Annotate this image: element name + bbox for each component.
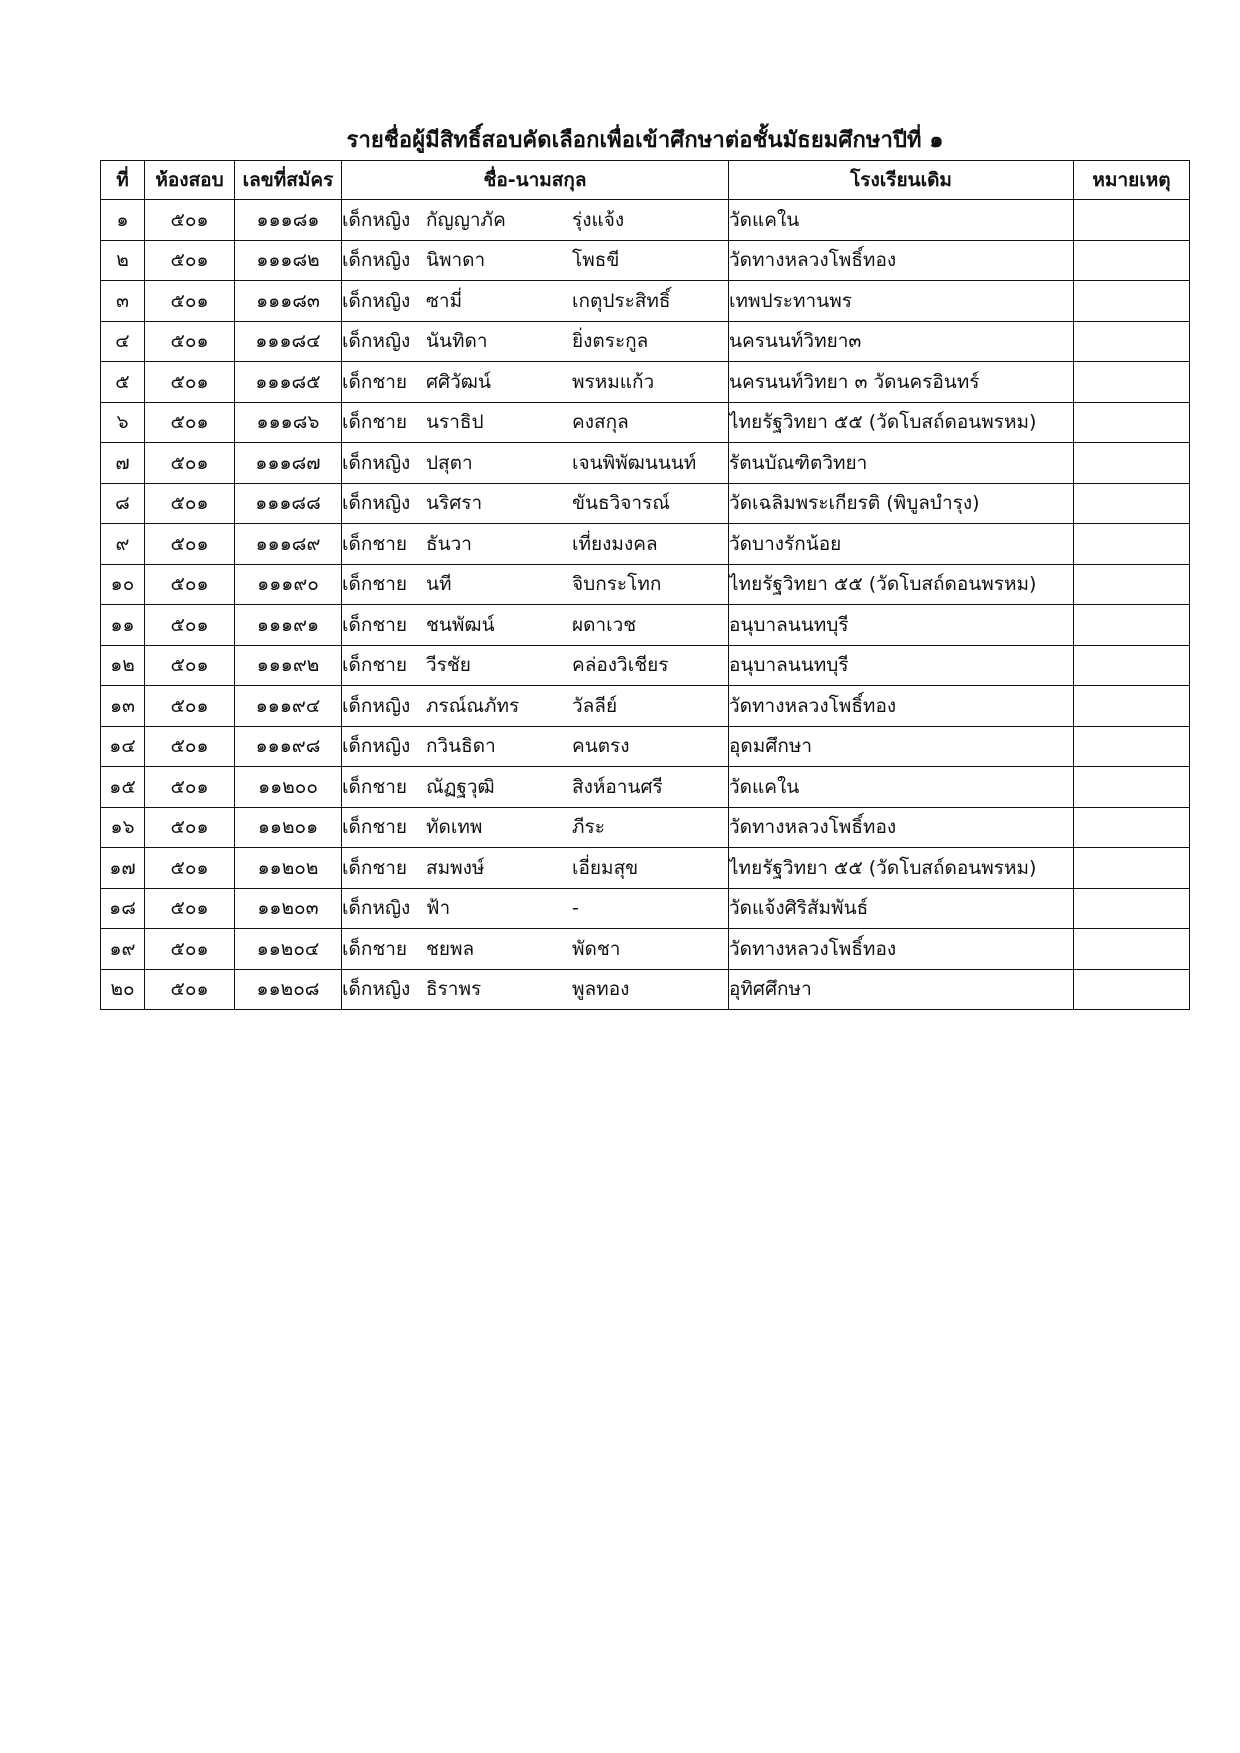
full-name [342,605,729,646]
remark [1074,483,1190,524]
name-last: ขันธวิจารณ์ [572,492,670,515]
row-number: ๑๖ [101,807,145,848]
application-number: ๑๑๑๘๑ [235,200,342,241]
exam-room: ๕๐๑ [145,564,235,605]
full-name [342,564,729,605]
name-first: กัญญาภัค [426,208,506,231]
previous-school: อนุบาลนนทบุรี [729,605,1074,646]
document-title: รายชื่อผู้มีสิทธิ์สอบคัดเลือกเพื่อเข้าศึกษาต่อชั้นมัธยมศึกษาปีที่ ๑ [346,128,944,153]
table-row [101,240,1190,281]
remark [1074,848,1190,889]
name-prefix: เด็กหญิง [342,978,411,1001]
full-name [342,483,729,524]
remark [1074,686,1190,727]
remark [1074,281,1190,322]
application-number: ๑๑๑๘๗ [235,443,342,484]
row-number: ๑๔ [101,726,145,767]
name-prefix: เด็กหญิง [342,249,411,272]
name-prefix: เด็กชาย [342,411,408,434]
full-name [342,362,729,403]
application-number: ๑๑๒๐๒ [235,848,342,889]
application-number: ๑๑๑๘๖ [235,402,342,443]
row-number: ๒๐ [101,969,145,1010]
row-number: ๑๒ [101,645,145,686]
previous-school: วัดเฉลิมพระเกียรติ (พิบูลบำรุง) [729,483,1074,524]
remark [1074,605,1190,646]
exam-room: ๕๐๑ [145,240,235,281]
previous-school: วัดทางหลวงโพธิ์ทอง [729,807,1074,848]
exam-room: ๕๐๑ [145,807,235,848]
full-name [342,969,729,1010]
application-number: ๑๑๑๘๙ [235,524,342,565]
table-row [101,686,1190,727]
exam-room: ๕๐๑ [145,848,235,889]
application-number: ๑๑๒๐๔ [235,929,342,970]
name-prefix: เด็กหญิง [342,897,411,920]
exam-room: ๕๐๑ [145,605,235,646]
exam-room: ๕๐๑ [145,929,235,970]
header-room: ห้องสอบ [145,161,235,200]
full-name [342,888,729,929]
name-last: เที่ยงมงคล [572,532,658,555]
name-first: นที [426,573,452,596]
name-last: - [572,897,579,920]
exam-room: ๕๐๑ [145,483,235,524]
remark [1074,524,1190,565]
name-first: สมพงษ์ [426,856,485,879]
row-number: ๑๑ [101,605,145,646]
row-number: ๗ [101,443,145,484]
remark [1074,929,1190,970]
row-number: ๑๗ [101,848,145,889]
name-prefix: เด็กหญิง [342,492,411,515]
full-name [342,524,729,565]
name-last: โพธขี [572,249,620,272]
table-row [101,483,1190,524]
application-number: ๑๑๑๙๐ [235,564,342,605]
exam-room: ๕๐๑ [145,362,235,403]
row-number: ๕ [101,362,145,403]
name-first: ฟ้า [426,897,451,920]
application-number: ๑๑๒๐๓ [235,888,342,929]
application-number: ๑๑๑๙๔ [235,686,342,727]
previous-school: นครนนท์วิทยา ๓ วัดนครอินทร์ [729,362,1074,403]
name-prefix: เด็กชาย [342,370,408,393]
full-name [342,321,729,362]
exam-room: ๕๐๑ [145,281,235,322]
full-name [342,645,729,686]
name-prefix: เด็กชาย [342,775,408,798]
full-name [342,929,729,970]
table-row [101,200,1190,241]
application-number: ๑๑๑๘๕ [235,362,342,403]
row-number: ๙ [101,524,145,565]
remark [1074,321,1190,362]
remark [1074,888,1190,929]
previous-school: วัดทางหลวงโพธิ์ทอง [729,686,1074,727]
exam-room: ๕๐๑ [145,443,235,484]
full-name [342,767,729,808]
application-number: ๑๑๑๘๓ [235,281,342,322]
name-first: ชนพัฒน์ [426,613,495,636]
remark [1074,767,1190,808]
previous-school: นครนนท์วิทยา๓ [729,321,1074,362]
application-number: ๑๑๑๘๔ [235,321,342,362]
remark [1074,564,1190,605]
remark [1074,362,1190,403]
table-row [101,564,1190,605]
name-last: ผดาเวช [572,613,637,636]
name-first: ธันวา [426,532,472,555]
name-prefix: เด็กหญิง [342,694,411,717]
name-last: ยิ่งตระกูล [572,330,649,353]
row-number: ๑๕ [101,767,145,808]
name-prefix: เด็กชาย [342,532,408,555]
table-row [101,767,1190,808]
name-prefix: เด็กชาย [342,654,408,677]
previous-school: วัดทางหลวงโพธิ์ทอง [729,240,1074,281]
application-number: ๑๑๒๐๑ [235,807,342,848]
exam-room: ๕๐๑ [145,888,235,929]
exam-room: ๕๐๑ [145,524,235,565]
previous-school: ไทยรัฐวิทยา ๕๕ (วัดโบสถ์ดอนพรหม) [729,402,1074,443]
header-name: ชื่อ-นามสกุล [342,161,729,200]
header-school: โรงเรียนเดิม [729,161,1074,200]
full-name [342,281,729,322]
table-row [101,281,1190,322]
exam-room: ๕๐๑ [145,767,235,808]
exam-room: ๕๐๑ [145,645,235,686]
name-last: พรหมแก้ว [572,370,655,393]
name-prefix: เด็กชาย [342,856,408,879]
remark [1074,402,1190,443]
candidate-table [100,160,1190,1010]
application-number: ๑๑๑๘๒ [235,240,342,281]
name-last: คนตรง [572,735,630,758]
name-prefix: เด็กหญิง [342,451,411,474]
full-name [342,686,729,727]
name-first: ทัดเทพ [426,816,483,839]
full-name [342,200,729,241]
name-first: กวินธิดา [426,735,496,758]
previous-school: อุทิศศึกษา [729,969,1074,1010]
full-name [342,402,729,443]
remark [1074,443,1190,484]
exam-room: ๕๐๑ [145,726,235,767]
row-number: ๒ [101,240,145,281]
name-prefix: เด็กหญิง [342,208,411,231]
name-prefix: เด็กชาย [342,816,408,839]
application-number: ๑๑๑๙๘ [235,726,342,767]
table-row [101,402,1190,443]
name-last: คงสกุล [572,411,629,434]
previous-school: วัดแคใน [729,200,1074,241]
previous-school: ไทยรัฐวิทยา ๕๕ (วัดโบสถ์ดอนพรหม) [729,848,1074,889]
name-first: ภรณ์ณภัทร [426,694,520,717]
previous-school: อนุบาลนนทบุรี [729,645,1074,686]
name-last: พัดชา [572,937,621,960]
name-first: ธิราพร [426,978,482,1001]
previous-school: วัดบางรักน้อย [729,524,1074,565]
name-first: ศศิวัฒน์ [426,370,491,393]
name-first: นิพาดา [426,249,486,272]
exam-room: ๕๐๑ [145,969,235,1010]
table-row [101,807,1190,848]
name-prefix: เด็กชาย [342,573,408,596]
previous-school: รัตนบัณฑิตวิทยา [729,443,1074,484]
table-row [101,605,1190,646]
full-name [342,443,729,484]
name-first: วีรชัย [426,654,471,677]
name-last: พูลทอง [572,978,630,1001]
name-last: เอี่ยมสุข [572,856,639,879]
exam-room: ๕๐๑ [145,686,235,727]
name-prefix: เด็กชาย [342,613,408,636]
full-name [342,807,729,848]
name-last: เจนพิพัฒนนนท์ [572,451,697,474]
remark [1074,807,1190,848]
name-last: รุ่งแจ้ง [572,208,625,231]
table-row [101,888,1190,929]
name-prefix: เด็กหญิง [342,330,411,353]
name-prefix: เด็กหญิง [342,289,411,312]
table-row [101,524,1190,565]
remark [1074,969,1190,1010]
application-number: ๑๑๒๐๐ [235,767,342,808]
previous-school: อุดมศึกษา [729,726,1074,767]
name-last: คล่องวิเชียร [572,654,669,677]
name-first: ปสุตา [426,451,473,474]
row-number: ๓ [101,281,145,322]
table-header-row [101,161,1190,200]
application-number: ๑๑๑๘๘ [235,483,342,524]
row-number: ๖ [101,402,145,443]
application-number: ๑๑๒๐๘ [235,969,342,1010]
row-number: ๔ [101,321,145,362]
name-last: ภีระ [572,816,605,839]
exam-room: ๕๐๑ [145,321,235,362]
header-remark: หมายเหตุ [1074,161,1190,200]
table-row [101,726,1190,767]
header-no: ที่ [101,161,145,200]
table-row [101,929,1190,970]
row-number: ๑๘ [101,888,145,929]
remark [1074,726,1190,767]
row-number: ๑๓ [101,686,145,727]
name-prefix: เด็กชาย [342,937,408,960]
name-first: นราธิป [426,411,484,434]
name-last: เกตุประสิทธิ์ [572,289,671,312]
table-row [101,443,1190,484]
previous-school: เทพประทานพร [729,281,1074,322]
table-row [101,848,1190,889]
row-number: ๑๐ [101,564,145,605]
table-row [101,321,1190,362]
name-first: นริศรา [426,492,483,515]
row-number: ๑๙ [101,929,145,970]
row-number: ๘ [101,483,145,524]
table-row [101,969,1190,1010]
application-number: ๑๑๑๙๑ [235,605,342,646]
name-first: นันทิดา [426,330,488,353]
exam-room: ๕๐๑ [145,402,235,443]
remark [1074,240,1190,281]
name-first: ชยพล [426,937,475,960]
previous-school: วัดทางหลวงโพธิ์ทอง [729,929,1074,970]
previous-school: ไทยรัฐวิทยา ๕๕ (วัดโบสถ์ดอนพรหม) [729,564,1074,605]
full-name [342,726,729,767]
full-name [342,240,729,281]
name-prefix: เด็กหญิง [342,735,411,758]
full-name [342,848,729,889]
name-last: จิบกระโทก [572,573,662,596]
table-row [101,645,1190,686]
name-first: ซามี่ [426,289,463,312]
remark [1074,645,1190,686]
previous-school: วัดแจ้งศิริสัมพันธ์ [729,888,1074,929]
table-row [101,362,1190,403]
name-first: ณัฏฐวุฒิ [426,775,495,798]
name-last: สิงห์อานศรี [572,775,663,798]
remark [1074,200,1190,241]
row-number: ๑ [101,200,145,241]
exam-room: ๕๐๑ [145,200,235,241]
application-number: ๑๑๑๙๒ [235,645,342,686]
header-application-no: เลขที่สมัคร [235,161,342,200]
name-last: วัลลีย์ [572,694,618,717]
table-body [101,200,1190,1010]
previous-school: วัดแคใน [729,767,1074,808]
